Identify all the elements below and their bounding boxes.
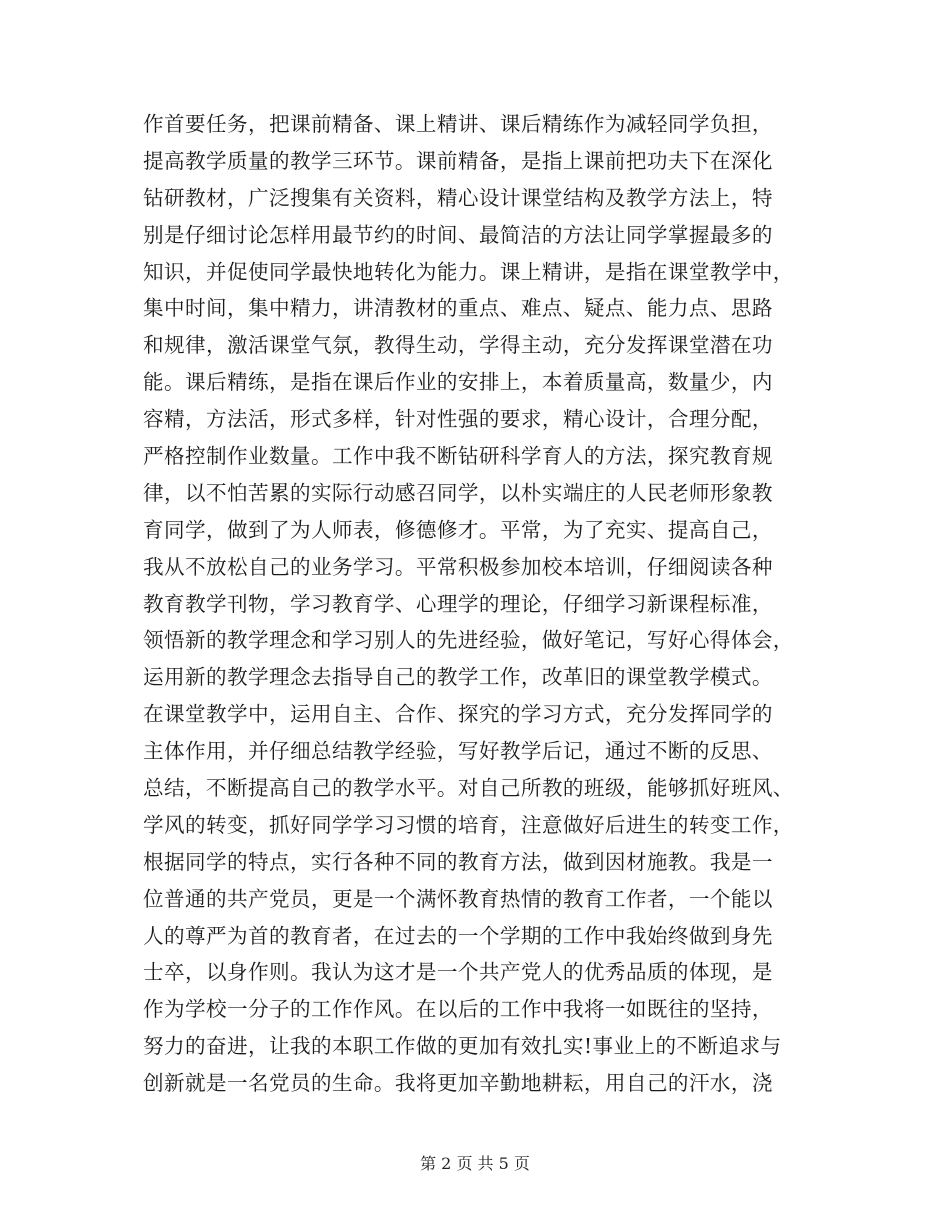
text-line: 根据同学的特点，实行各种不同的教育方法，做到因材施教。我是一 [143,849,773,874]
text-line: 运用新的教学理念去指导自己的教学工作，改革旧的课堂教学模式。 [143,665,773,690]
text-line: 人的尊严为首的教育者，在过去的一个学期的工作中我始终做到身先 [143,923,773,948]
text-line: 育同学，做到了为人师表，修德修才。平常，为了充实、提高自己， [143,517,773,542]
text-line: 领悟新的教学理念和学习别人的先进经验，做好笔记，写好心得体会， [143,628,794,653]
body-text [143,106,823,1102]
text-line: 作为学校一分子的工作作风。在以后的工作中我将一如既往的坚持， [143,997,773,1022]
text-line: 提高教学质量的教学三环节。课前精备，是指上课前把功夫下在深化 [143,148,773,173]
text-line: 位普通的共产党员，更是一个满怀教育热情的教育工作者，一个能以 [143,886,773,911]
text-line: 主体作用，并仔细总结教学经验，写好教学后记，通过不断的反思、 [143,739,773,764]
text-line: 容精，方法活，形式多样，针对性强的要求，精心设计，合理分配， [143,407,773,432]
text-line: 教育教学刊物，学习教育学、心理学的理论，仔细学习新课程标准， [143,591,773,616]
text-line: 知识，并促使同学最快地转化为能力。课上精讲，是指在课堂教学中， [143,259,794,284]
text-line: 集中时间，集中精力，讲清教材的重点、难点、疑点、能力点、思路 [143,296,773,321]
text-line: 学风的转变，抓好同学学习习惯的培育，注意做好后进生的转变工作， [143,812,794,837]
text-line: 律，以不怕苦累的实际行动感召同学，以朴实端庄的人民老师形象教 [143,480,773,505]
text-line: 总结，不断提高自己的教学水平。对自己所教的班级，能够抓好班风、 [143,776,794,801]
text-line: 在课堂教学中，运用自主、合作、探究的学习方式，充分发挥同学的 [143,702,773,727]
text-line: 严格控制作业数量。工作中我不断钻研科学育人的方法，探究教育规 [143,444,773,469]
text-line: 别是仔细讨论怎样用最节约的时间、最简洁的方法让同学掌握最多的 [143,222,773,247]
text-line: 能。课后精练，是指在课后作业的安排上，本着质量高，数量少，内 [143,370,773,395]
text-line: 士卒，以身作则。我认为这才是一个共产党人的优秀品质的体现，是 [143,960,773,985]
text-line: 钻研教材，广泛搜集有关资料，精心设计课堂结构及教学方法上，特 [143,185,773,210]
text-line: 我从不放松自己的业务学习。平常积极参加校本培训，仔细阅读各种 [143,554,773,579]
text-line: 作首要任务，把课前精备、课上精讲、课后精练作为减轻同学负担， [143,112,773,136]
text-line: 和规律，激活课堂气氛，教得生动，学得主动，充分发挥课堂潜在功 [143,333,773,358]
text-line: 创新就是一名党员的生命。我将更加辛勤地耕耘，用自己的汗水，浇 [143,1071,773,1096]
page-number-footer: 第 2 页 共 5 页 [420,1154,530,1173]
text-line: 努力的奋进，让我的本职工作做的更加有效扎实!事业上的不断追求与 [143,1034,782,1059]
